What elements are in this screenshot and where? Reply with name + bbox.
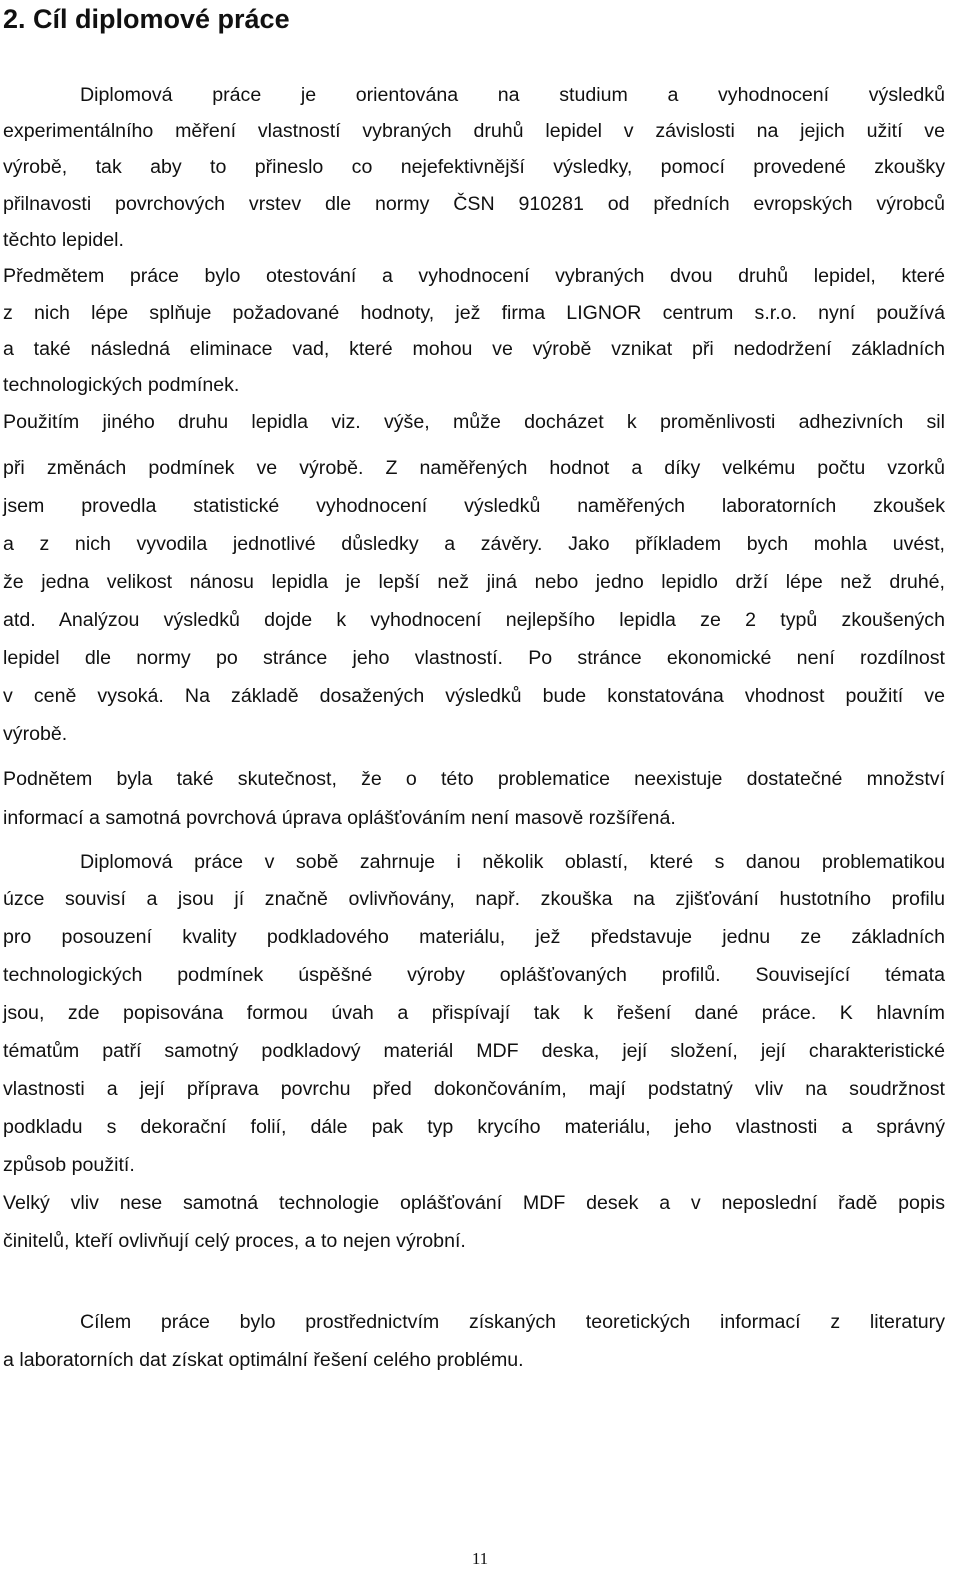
text-line: výrobě. [3, 723, 68, 745]
text-line: experimentálního měření vlastností vybraných druhů lepidel v závislosti na jejich užití ve [3, 120, 945, 142]
text-line: informací a samotná povrchová úprava oplášťováním není masově rozšířená. [3, 807, 676, 829]
text-line: tématům patří samotný podkladový materiál MDF deska, její složení, její charakteristické [3, 1040, 945, 1062]
text-line: technologických podmínek úspěšné výroby oplášťovaných profilů. Související témata [3, 964, 945, 986]
text-line: jsem provedla statistické vyhodnocení výsledků naměřených laboratorních zkoušek [3, 495, 945, 517]
text-line: způsob použití. [3, 1154, 135, 1176]
text-line: výrobě, tak aby to přineslo co nejefektivnější výsledky, pomocí provedené zkoušky [3, 156, 945, 178]
text-line: atd. Analýzou výsledků dojde k vyhodnocení nejlepšího lepidla ze 2 typů zkoušených [3, 609, 945, 631]
text-line: vlastnosti a její příprava povrchu před dokončováním, mají podstatný vliv na soudržnost [3, 1078, 945, 1100]
page-number: 11 [471, 1549, 489, 1568]
text-line: a z nich vyvodila jednotlivé důsledky a závěry. Jako příkladem bych mohla uvést, [3, 533, 945, 555]
text-line: úzce souvisí a jsou jí značně ovlivňovány, např. zkouška na zjišťování hustotního profilu [3, 888, 945, 910]
chapter-heading: 2. Cíl diplomové práce [3, 4, 290, 34]
text-line: Velký vliv nese samotná technologie oplášťování MDF desek a v neposlední řadě popis [3, 1192, 945, 1214]
text-line: Předmětem práce bylo otestování a vyhodnocení vybraných dvou druhů lepidel, které [3, 265, 945, 287]
text-line: těchto lepidel. [3, 229, 124, 251]
text-line: v ceně vysoká. Na základě dosažených výsledků bude konstatována vhodnost použití ve [3, 685, 945, 707]
text-line: podkladu s dekorační folií, dále pak typ krycího materiálu, jeho vlastnosti a správný [3, 1116, 945, 1138]
text-line: Diplomová práce v sobě zahrnuje i několik oblastí, které s danou problematikou [80, 851, 945, 873]
text-line: Cílem práce bylo prostřednictvím získaných teoretických informací z literatury [80, 1311, 945, 1333]
text-line: že jedna velikost nánosu lepidla je lepší než jiná nebo jedno lepidlo drží lépe než druhé, [3, 571, 945, 593]
text-line: a laboratorních dat získat optimální řešení celého problému. [3, 1349, 524, 1371]
text-line: jsou, zde popisována formou úvah a přispívají tak k řešení dané práce. K hlavním [3, 1002, 945, 1024]
text-line: pro posouzení kvality podkladového materiálu, jež představuje jednu ze základních [3, 926, 945, 948]
text-line: činitelů, kteří ovlivňují celý proces, a to nejen výrobní. [3, 1230, 466, 1252]
text-line: a také následná eliminace vad, které mohou ve výrobě vznikat při nedodržení základních [3, 338, 945, 360]
text-line: z nich lépe splňuje požadované hodnoty, jež firma LIGNOR centrum s.r.o. nyní používá [3, 302, 945, 324]
text-line: Podnětem byla také skutečnost, že o této problematice neexistuje dostatečné množství [3, 768, 945, 790]
text-line: Použitím jiného druhu lepidla viz. výše, může docházet k proměnlivosti adhezivních sil [3, 411, 945, 433]
text-line: Diplomová práce je orientována na studium a vyhodnocení výsledků [80, 84, 945, 106]
text-line: lepidel dle normy po stránce jeho vlastností. Po stránce ekonomické není rozdílnost [3, 647, 945, 669]
text-line: při změnách podmínek ve výrobě. Z naměřených hodnot a díky velkému počtu vzorků [3, 457, 945, 479]
text-line: přilnavosti povrchových vrstev dle normy ČSN 910281 od předních evropských výrobců [3, 193, 945, 215]
text-line: technologických podmínek. [3, 374, 240, 396]
